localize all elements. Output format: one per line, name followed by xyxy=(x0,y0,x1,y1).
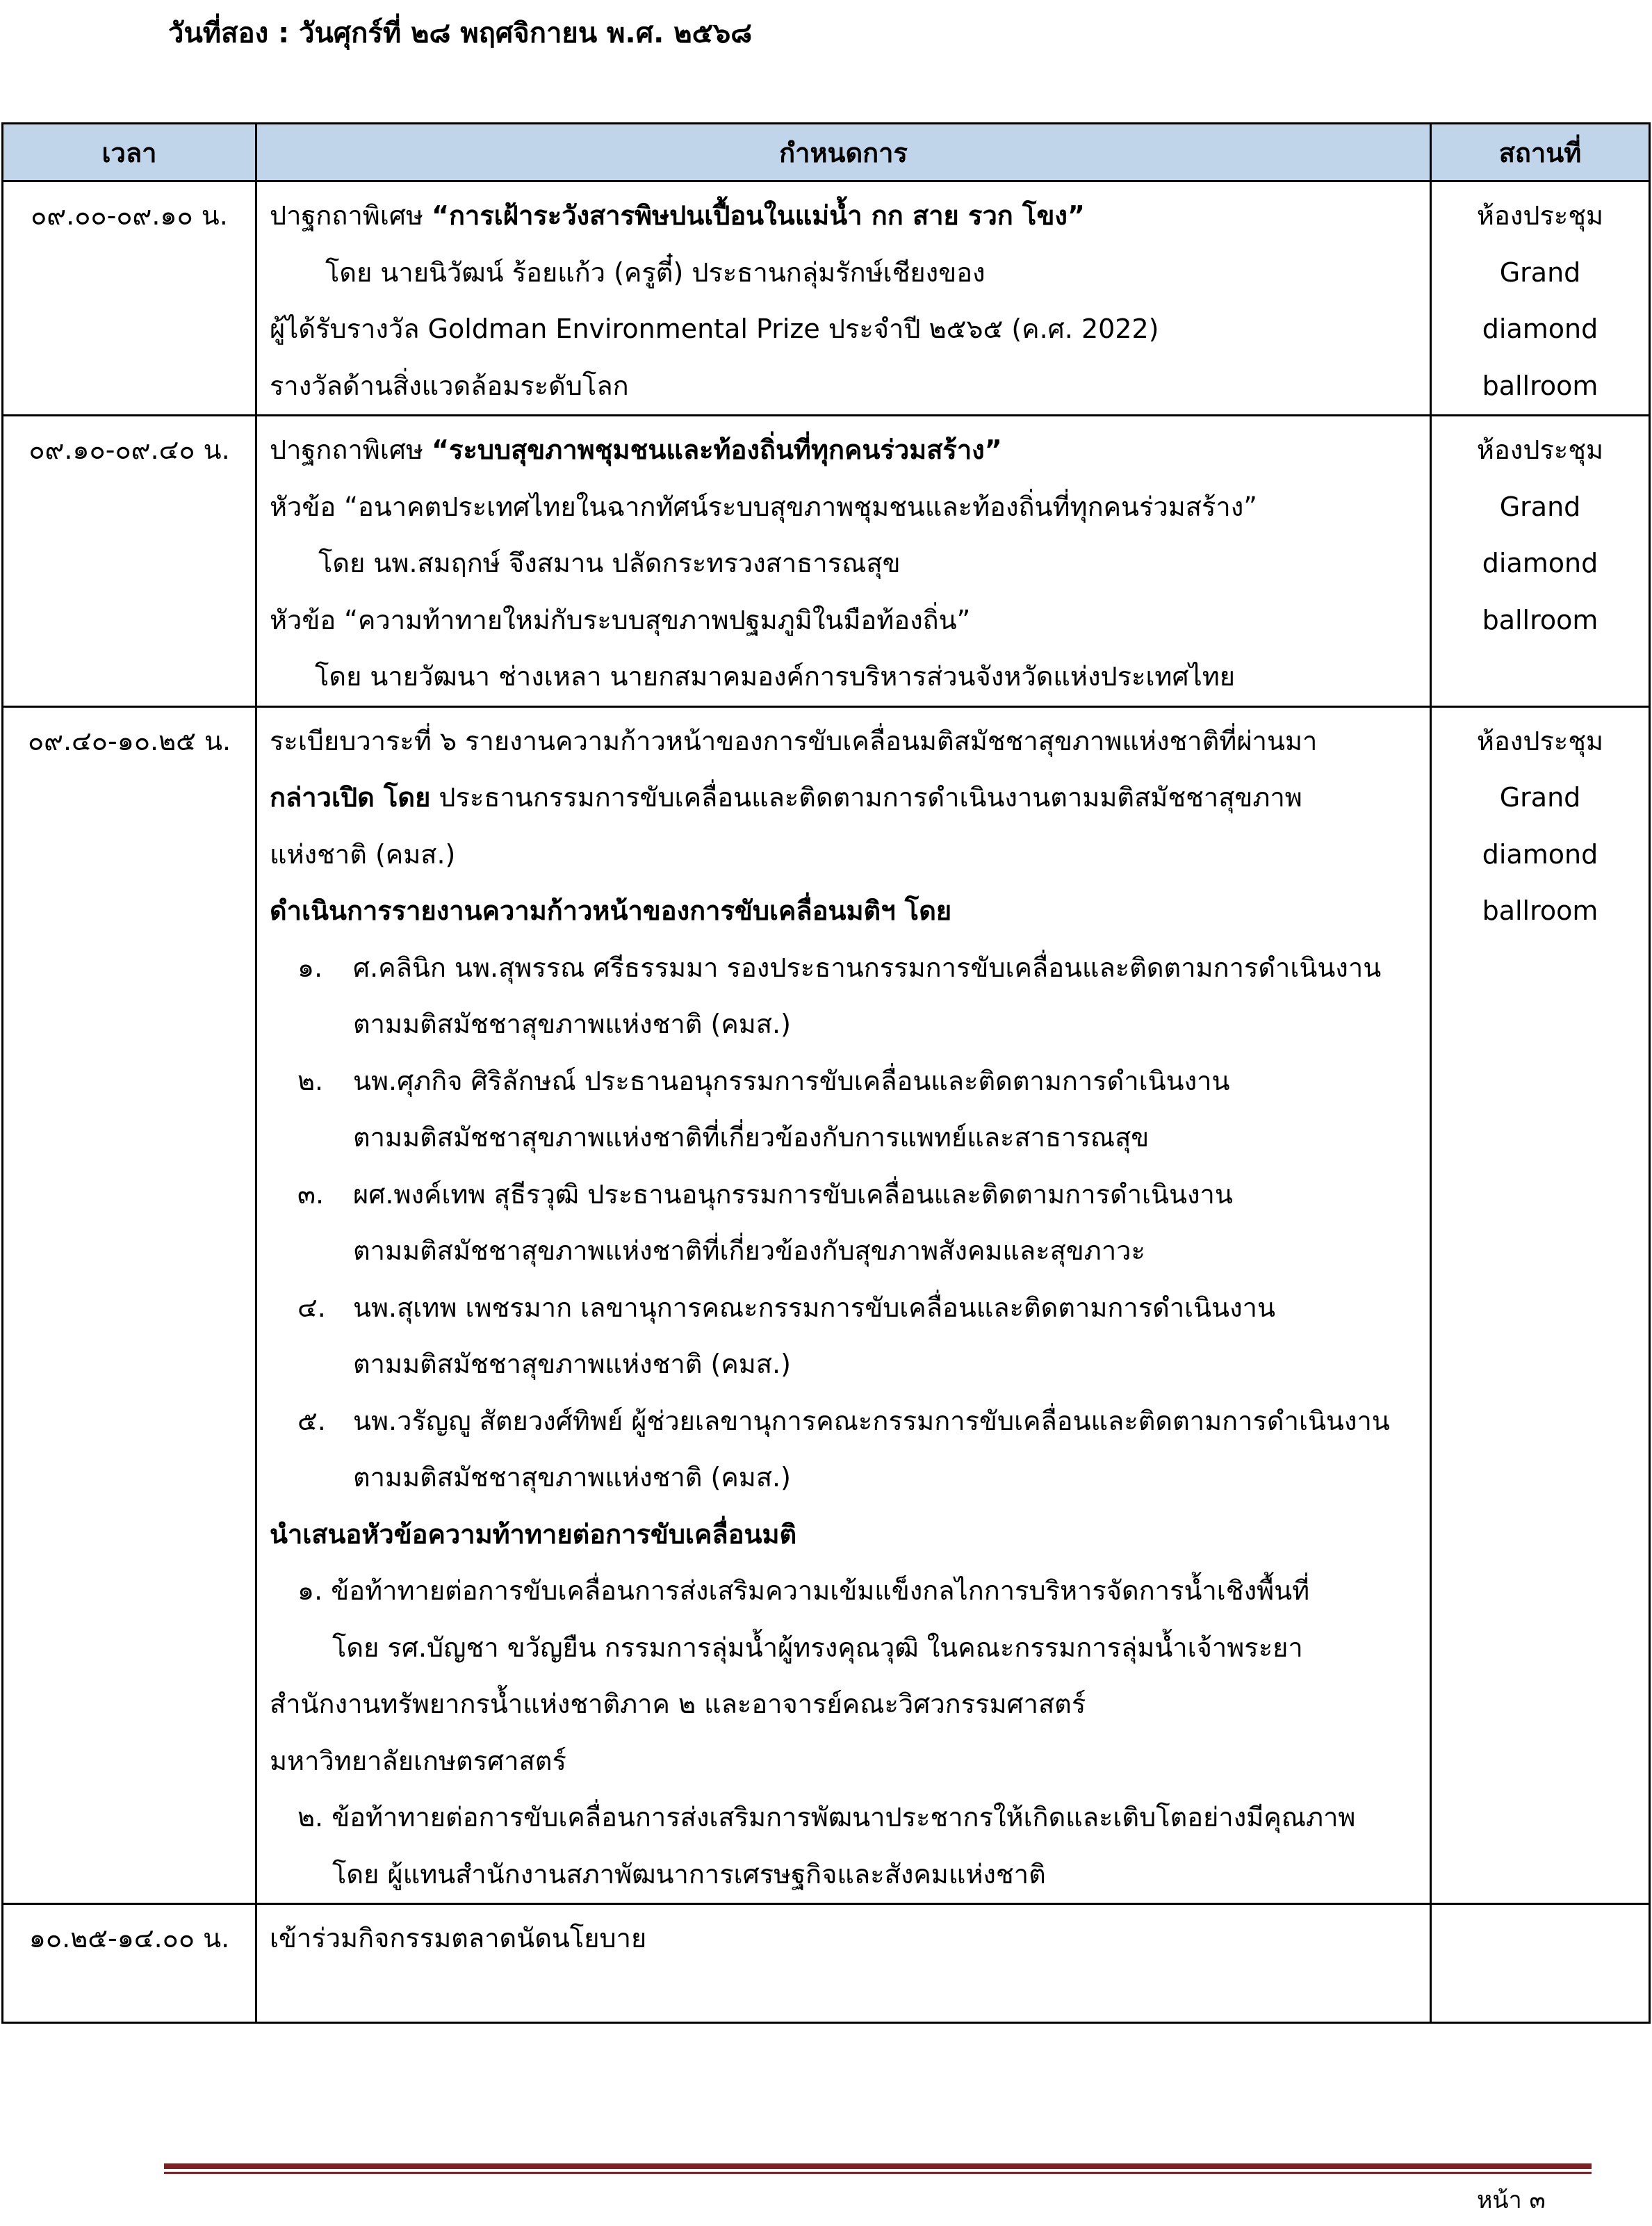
venue-line: Grand xyxy=(1499,491,1581,522)
venue-line: diamond xyxy=(1482,314,1598,344)
time-text: ๑๐.๒๕-๑๔.๐๐ น. xyxy=(28,1923,230,1953)
agenda-line: หัวข้อ “อนาคตประเทศไทยในฉากทัศน์ระบบสุขภาพชุมชนและท้องถิ่นที่ทุกคนร่วมสร้าง” xyxy=(270,491,1257,522)
list-item-number: ๕. xyxy=(297,1405,326,1436)
challenge-presenter-org: มหาวิทยาลัยเกษตรศาสตร์ xyxy=(270,1745,566,1776)
agenda-line: แห่งชาติ (คมส.) xyxy=(270,838,456,870)
list-item-number: ๑. xyxy=(297,952,323,983)
agenda-line: โดย นายวัฒนา ช่างเหลา นายกสมาคมองค์การบริหารส่วนจังหวัดแห่งประเทศไทย xyxy=(315,661,1236,692)
agenda-line: โดย นพ.สมฤกษ์ จึงสมาน ปลัดกระทรวงสาธารณสุข xyxy=(318,548,901,578)
venue-line: ballroom xyxy=(1482,604,1598,635)
agenda-line: เข้าร่วมกิจกรรมตลาดนัดนโยบาย xyxy=(270,1923,647,1953)
opening-label: กล่าวเปิด โดย xyxy=(270,782,431,813)
agenda-line: ผู้ได้รับรางวัล Goldman Environmental Prize ประจำปี ๒๕๖๕ (ค.ศ. 2022) xyxy=(270,314,1159,344)
venue-line: diamond xyxy=(1482,838,1598,870)
venue-line: ballroom xyxy=(1482,895,1598,926)
agenda-cell xyxy=(256,706,1431,1904)
list-item-continuation: ตามมติสมัชชาสุขภาพแห่งชาติที่เกี่ยวข้องกับการแพทย์และสาธารณสุข xyxy=(353,1122,1150,1153)
venue-cell xyxy=(1431,1904,1650,2023)
challenge-presenter: โดย รศ.บัญชา ขวัญยืน กรรมการลุ่มน้ำผู้ทรงคุณวุฒิ ในคณะกรรมการลุ่มน้ำเจ้าพระยา xyxy=(332,1632,1303,1663)
venue-line: Grand xyxy=(1499,782,1581,813)
list-item-continuation: ตามมติสมัชชาสุขภาพแห่งชาติที่เกี่ยวข้องกับสุขภาพสังคมและสุขภาวะ xyxy=(353,1235,1145,1266)
agenda-title: “ระบบสุขภาพชุมชนและท้องถิ่นที่ทุกคนร่วมสร้าง” xyxy=(432,434,1002,465)
list-item-text: ศ.คลินิก นพ.สุพรรณ ศรีธรรมมา รองประธานกรรมการขับเคลื่อนและติดตามการดำเนินงาน xyxy=(353,952,1382,983)
list-item xyxy=(270,1280,1425,1337)
venue-line: Grand xyxy=(1499,257,1581,288)
challenge-item: ๑. ข้อท้าทายต่อการขับเคลื่อนการส่งเสริมความเข้มแข็งกลไกการบริหารจัดการน้ำเชิงพื้นที่ xyxy=(297,1575,1310,1606)
agenda-cell xyxy=(256,1904,1431,2023)
venue-line: ห้องประชุม xyxy=(1476,200,1604,231)
time-cell xyxy=(3,1904,256,2023)
agenda-title: “การเฝ้าระวังสารพิษปนเปื้อนในแม่น้ำ กก สาย รวก โขง” xyxy=(432,200,1085,231)
table-row xyxy=(3,1904,1650,2023)
list-item-continuation: ตามมติสมัชชาสุขภาพแห่งชาติ (คมส.) xyxy=(353,1009,791,1039)
table-header-row xyxy=(3,124,1650,181)
page-number: หน้า ๓ xyxy=(1477,2186,1546,2214)
footer-rule xyxy=(164,2163,1592,2169)
list-item-text: นพ.สุเทพ เพชรมาก เลขานุการคณะกรรมการขับเคลื่อนและติดตามการดำเนินงาน xyxy=(353,1292,1275,1323)
agenda-line: รางวัลด้านสิ่งแวดล้อมระดับโลก xyxy=(270,370,629,401)
list-item-text: นพ.ศุภกิจ ศิริลักษณ์ ประธานอนุกรรมการขับเคลื่อนและติดตามการดำเนินงาน xyxy=(353,1065,1230,1096)
footer-rule-thin xyxy=(164,2172,1592,2174)
header-time: เวลา xyxy=(3,124,256,181)
list-item xyxy=(270,1167,1425,1224)
venue-line: ballroom xyxy=(1482,370,1598,401)
agenda-cell xyxy=(256,416,1431,707)
agenda-prefix: ปาฐกถาพิเศษ xyxy=(270,200,432,231)
list-item-text: นพ.วรัญญู สัตยวงศ์ทิพย์ ผู้ช่วยเลขานุการคณะกรรมการขับเคลื่อนและติดตามการดำเนินงาน xyxy=(353,1405,1390,1436)
agenda-line: ระเบียบวาระที่ ๖ รายงานความก้าวหน้าของการขับเคลื่อนมติสมัชชาสุขภาพแห่งชาติที่ผ่านมา xyxy=(270,725,1318,756)
agenda-line: โดย นายนิวัฒน์ ร้อยแก้ว (ครูตี๋) ประธานกลุ่มรักษ์เชียงของ xyxy=(325,257,986,288)
table-row xyxy=(3,416,1650,707)
list-item-continuation: ตามมติสมัชชาสุขภาพแห่งชาติ (คมส.) xyxy=(353,1349,791,1379)
time-text: ๐๙.๐๐-๐๙.๑๐ น. xyxy=(31,200,228,231)
venue-line: ห้องประชุม xyxy=(1476,725,1604,756)
challenge-presenter-org: สำนักงานทรัพยากรน้ำแห่งชาติภาค ๒ และอาจารย์คณะวิศวกรรมศาสตร์ xyxy=(270,1689,1086,1719)
list-item xyxy=(270,1053,1425,1110)
agenda-line: หัวข้อ “ความท้าทายใหม่กับระบบสุขภาพปฐมภูมิในมือท้องถิ่น” xyxy=(270,604,971,635)
progress-report-heading: ดำเนินการรายงานความก้าวหน้าของการขับเคลื่อนมติฯ โดย xyxy=(270,895,952,926)
agenda-cell xyxy=(256,181,1431,416)
table-row xyxy=(3,706,1650,1904)
list-item-text: ผศ.พงค์เทพ สุธีรวุฒิ ประธานอนุกรรมการขับเคลื่อนและติดตามการดำเนินงาน xyxy=(353,1178,1233,1210)
challenge-item: ๒. ข้อท้าทายต่อการขับเคลื่อนการส่งเสริมการพัฒนาประชากรให้เกิดและเติบโตอย่างมีคุณภาพ xyxy=(297,1802,1356,1833)
venue-cell xyxy=(1431,416,1650,707)
list-item-number: ๒. xyxy=(297,1065,324,1096)
agenda-line xyxy=(270,188,1425,245)
table-row xyxy=(3,181,1650,416)
agenda-table xyxy=(1,122,1651,2024)
agenda-line xyxy=(270,770,1425,827)
list-item-number: ๓. xyxy=(297,1178,325,1210)
time-cell xyxy=(3,181,256,416)
challenges-heading: นำเสนอหัวข้อความท้าทายต่อการขับเคลื่อนมติ xyxy=(270,1518,797,1550)
venue-line: diamond xyxy=(1482,548,1598,578)
header-venue: สถานที่ xyxy=(1431,124,1650,181)
agenda-line xyxy=(270,422,1425,479)
time-cell xyxy=(3,706,256,1904)
venue-cell xyxy=(1431,181,1650,416)
list-item xyxy=(270,940,1425,997)
agenda-text: ประธานกรรมการขับเคลื่อนและติดตามการดำเนินงานตามมติสมัชชาสุขภาพ xyxy=(430,782,1302,813)
time-text: ๐๙.๔๐-๑๐.๒๕ น. xyxy=(27,725,231,756)
challenge-presenter: โดย ผู้แทนสำนักงานสภาพัฒนาการเศรษฐกิจและสังคมแห่งชาติ xyxy=(332,1858,1046,1890)
list-item-continuation: ตามมติสมัชชาสุขภาพแห่งชาติ (คมส.) xyxy=(353,1462,791,1493)
header-agenda: กำหนดการ xyxy=(256,124,1431,181)
venue-cell xyxy=(1431,706,1650,1904)
list-item-number: ๔. xyxy=(297,1292,326,1323)
list-item xyxy=(270,1393,1425,1450)
time-text: ๐๙.๑๐-๐๙.๔๐ น. xyxy=(28,434,230,465)
day-heading: วันที่สอง : วันศุกร์ที่ ๒๘ พฤศจิกายน พ.ศ. ๒๕๖๘ xyxy=(168,17,753,49)
venue-line: ห้องประชุม xyxy=(1476,434,1604,465)
time-cell xyxy=(3,416,256,707)
agenda-prefix: ปาฐกถาพิเศษ xyxy=(270,434,432,465)
